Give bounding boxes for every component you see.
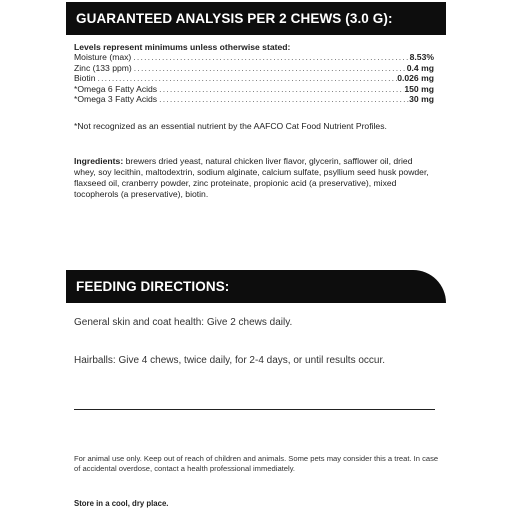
storage-text: Store in a cool, dry place. bbox=[74, 499, 169, 508]
divider bbox=[74, 409, 435, 410]
aafco-note: *Not recognized as an essential nutrient by the AAFCO Cat Food Nutrient Profiles. bbox=[74, 121, 387, 131]
analysis-row bbox=[74, 52, 434, 62]
dot-leader bbox=[132, 63, 407, 73]
ingredients-label: Ingredients: bbox=[74, 156, 124, 166]
analysis-row-label: Biotin bbox=[74, 73, 96, 84]
analysis-row-label: Moisture (max) bbox=[74, 52, 132, 63]
analysis-row bbox=[74, 63, 434, 73]
analysis-header bbox=[66, 2, 446, 35]
dot-leader bbox=[157, 84, 404, 94]
analysis-title: GUARANTEED ANALYSIS PER 2 CHEWS (3.0 G): bbox=[76, 11, 393, 26]
ingredients-paragraph bbox=[74, 156, 436, 200]
analysis-section bbox=[74, 42, 434, 104]
analysis-row-value: 0.4 mg bbox=[406, 62, 434, 73]
dot-leader bbox=[96, 73, 398, 83]
analysis-row-value: 8.53% bbox=[409, 52, 434, 63]
analysis-row-label: Zinc (133 ppm) bbox=[74, 62, 132, 73]
analysis-row bbox=[74, 94, 434, 104]
feeding-header bbox=[66, 270, 446, 303]
analysis-row bbox=[74, 84, 434, 94]
analysis-row bbox=[74, 73, 434, 83]
analysis-row-value: 0.026 mg bbox=[397, 73, 434, 84]
dot-leader bbox=[157, 94, 409, 104]
caution-text: For animal use only. Keep out of reach of children and animals. Some pets may consider this a treat. In case of accidental overdose, contact a health professional immediately. bbox=[74, 454, 439, 473]
analysis-row-value: 30 mg bbox=[409, 94, 434, 105]
analysis-row-label: *Omega 6 Fatty Acids bbox=[74, 83, 158, 94]
feeding-direction-general: General skin and coat health: Give 2 chews daily. bbox=[74, 317, 293, 328]
analysis-lead: Levels represent minimums unless otherwise stated: bbox=[74, 42, 291, 52]
feeding-title: FEEDING DIRECTIONS: bbox=[76, 279, 230, 294]
ingredients-text: brewers dried yeast, natural chicken liver flavor, glycerin, safflower oil, dried whey, soy lecithin, maltodextrin, sodium alginate, calcium sulfate, psyllium seed husk powder, flaxseed oil, cranberry powder, zinc proteinate, propionic acid (a preservative), mixed tocopherols (a preservative), biotin. bbox=[74, 156, 429, 199]
dot-leader bbox=[131, 52, 409, 62]
feeding-direction-hairballs: Hairballs: Give 4 chews, twice daily, for 2-4 days, or until results occur. bbox=[74, 355, 386, 366]
analysis-row-label: *Omega 3 Fatty Acids bbox=[74, 94, 158, 105]
analysis-row-value: 150 mg bbox=[404, 83, 434, 94]
